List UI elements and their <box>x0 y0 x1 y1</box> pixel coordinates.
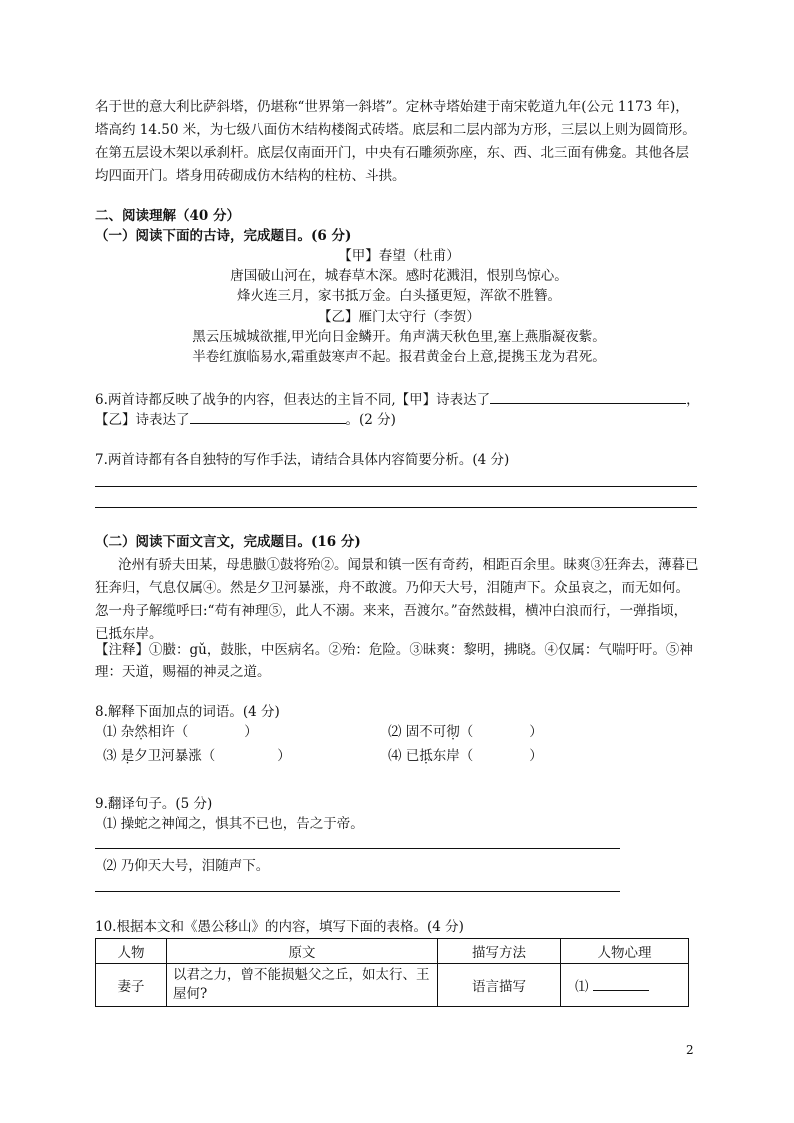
q6-prompt: 6.两首诗都反映了战争的内容，但表达的主旨不同,【甲】诗表达了 <box>95 392 491 408</box>
poem-b-line-2: 半卷红旗临易水,霜重鼓寒声不起。报君黄金台上意,提携玉龙为君死。 <box>192 349 606 365</box>
table-header-cell: 描写方法 <box>438 939 561 964</box>
q9-answer-line-2[interactable] <box>95 891 620 892</box>
q8-item-2-num: ⑵ <box>388 724 402 740</box>
passage-line-2: 狂奔归，气息仅属④。然是夕卫河暴涨，舟不敢渡。乃仰天大号，泪随声下。众虽哀之，而无如何。 <box>95 580 689 596</box>
part2-title: （二）阅读下面文言文，完成题目。(16 分) <box>95 534 361 550</box>
q7-answer-line-1[interactable] <box>95 486 697 487</box>
q7-answer-line-2[interactable] <box>95 507 697 508</box>
psych-answer-blank[interactable] <box>593 976 649 991</box>
q8-item-2-post: （ <box>459 724 474 740</box>
q8-item-2-dotted-char: 彻 <box>446 724 460 740</box>
table-cell-text: 以君之力，曾不能损魁父之丘，如太行、王屋何? <box>167 964 438 1007</box>
q9-item-1: ⑴ 操蛇之神闻之，惧其不已也，告之于帝。 <box>103 816 364 832</box>
q8-item-2-pre: 固不可 <box>405 724 447 740</box>
table-cell-method: 语言描写 <box>438 964 561 1007</box>
psych-num: ⑴ <box>575 979 589 995</box>
passage-line-3: 忽一舟子解缆呼曰:“苟有神理⑤，此人不溺。来来，吾渡尔。”奋然鼓楫，横冲白浪而行，一弹指顷， <box>95 603 688 619</box>
q8-prompt: 8.解释下面加点的词语。(4 分) <box>95 704 280 720</box>
table-header-cell: 人物 <box>96 939 167 964</box>
table-header-cell: 原文 <box>167 939 438 964</box>
q6-score: 。(2 分) <box>345 412 396 428</box>
passage-line-4: 已抵东岸。 <box>95 626 163 642</box>
q8-item-3 <box>103 746 291 766</box>
q8-item-4-pre: 已 <box>405 748 420 764</box>
poem-a-line-2: 烽火连三月，家书抵万金。白头搔更短，浑欲不胜簪。 <box>237 288 561 304</box>
q8-item-2-close: ） <box>529 724 543 740</box>
q8-item-4-post: 东岸（ <box>432 748 474 764</box>
notes-line-2: 理：天道，赐福的神灵之道。 <box>95 664 271 680</box>
table-cell-character: 妻子 <box>96 964 167 1007</box>
poem-b-title: 【乙】雁门太守行（李贺） <box>318 309 480 325</box>
q8-item-4-dotted-char: 抵 <box>419 748 433 764</box>
q6-prompt-b: 【乙】诗表达了 <box>95 412 190 428</box>
table-header-row <box>96 939 689 964</box>
section-title: 二、阅读理解（40 分） <box>95 208 240 224</box>
table-row <box>96 964 689 1007</box>
q8-item-1-pre: 杂 <box>120 724 135 740</box>
q8-item-4-num: ⑷ <box>388 748 402 764</box>
passage-line-1: 沧州有骄夫田某，母患臌①鼓将殆②。闻景和镇一医有奇药，相距百余里。昧爽③狂奔去，薄暮已 <box>118 557 699 573</box>
q6-answer-blank-b[interactable] <box>190 409 346 424</box>
page-number: 2 <box>686 1043 694 1057</box>
part1-title: （一）阅读下面的古诗，完成题目。(6 分) <box>95 228 352 244</box>
q9-item-2: ⑵ 乃仰天大号，泪随声下。 <box>103 858 270 874</box>
poem-b-line-1: 黑云压城城欲摧,甲光向日金鳞开。角声满天秋色里,塞上燕脂凝夜紫。 <box>192 329 606 345</box>
q9-answer-line-1[interactable] <box>95 848 620 849</box>
q8-item-3-num: ⑶ <box>103 748 117 764</box>
q6-line-2 <box>95 409 396 430</box>
table-header-cell: 人物心理 <box>561 939 689 964</box>
intro-line-3: 在第五层设木架以承刹杆。底层仅南面开门，中央有石雕须弥座，东、西、北三面有佛龛。其他各层 <box>95 145 689 161</box>
q8-item-1-dotted-char: 然 <box>134 724 148 740</box>
q8-item-3-dotted-char: 是 <box>120 748 135 764</box>
intro-line-1: 名于世的意大利比萨斜塔，仍堪称“世界第一斜塔”。定林寺塔始建于南宋乾道九年(公元 1173 年)， <box>95 99 689 115</box>
q8-item-3-post: 夕卫河暴涨（ <box>134 748 216 764</box>
q10-prompt: 10.根据本文和《愚公移山》的内容，填写下面的表格。(4 分) <box>95 919 464 935</box>
q8-item-2 <box>388 722 543 742</box>
q6-answer-blank-a[interactable] <box>490 389 686 404</box>
q6-comma: ， <box>686 392 700 408</box>
q6-line-1 <box>95 389 700 410</box>
q8-item-3-close: ） <box>277 748 291 764</box>
q8-item-1-post: 相许（ <box>147 724 189 740</box>
poem-a-title: 【甲】春望（杜甫） <box>338 248 460 264</box>
intro-line-4: 均四面开门。塔身用砖砌成仿木结构的柱枋、斗拱。 <box>95 168 406 184</box>
table-cell-psych <box>561 964 689 1007</box>
q10-table <box>95 938 689 1007</box>
q9-prompt: 9.翻译句子。(5 分) <box>95 796 213 812</box>
q8-item-1-num: ⑴ <box>103 724 117 740</box>
q8-item-4 <box>388 746 543 766</box>
q7-prompt: 7.两首诗都有各自独特的写作手法，请结合具体内容简要分析。(4 分) <box>95 452 510 468</box>
notes-line-1: 【注释】①臌：gǔ，鼓胀，中医病名。②殆：危险。③昧爽：黎明，拂晓。④仅属：气喘吁吁。⑤神 <box>95 642 693 658</box>
q8-item-1 <box>103 722 258 742</box>
poem-a-line-1: 唐国破山河在，城春草木深。感时花溅泪，恨别鸟惊心。 <box>230 268 568 284</box>
intro-line-2: 塔高约 14.50 米，为七级八面仿木结构楼阁式砖塔。底层和二层内部为方形，三层以上则为圆筒形。 <box>95 122 696 138</box>
q8-item-1-close: ） <box>244 724 258 740</box>
q8-item-4-close: ） <box>529 748 543 764</box>
